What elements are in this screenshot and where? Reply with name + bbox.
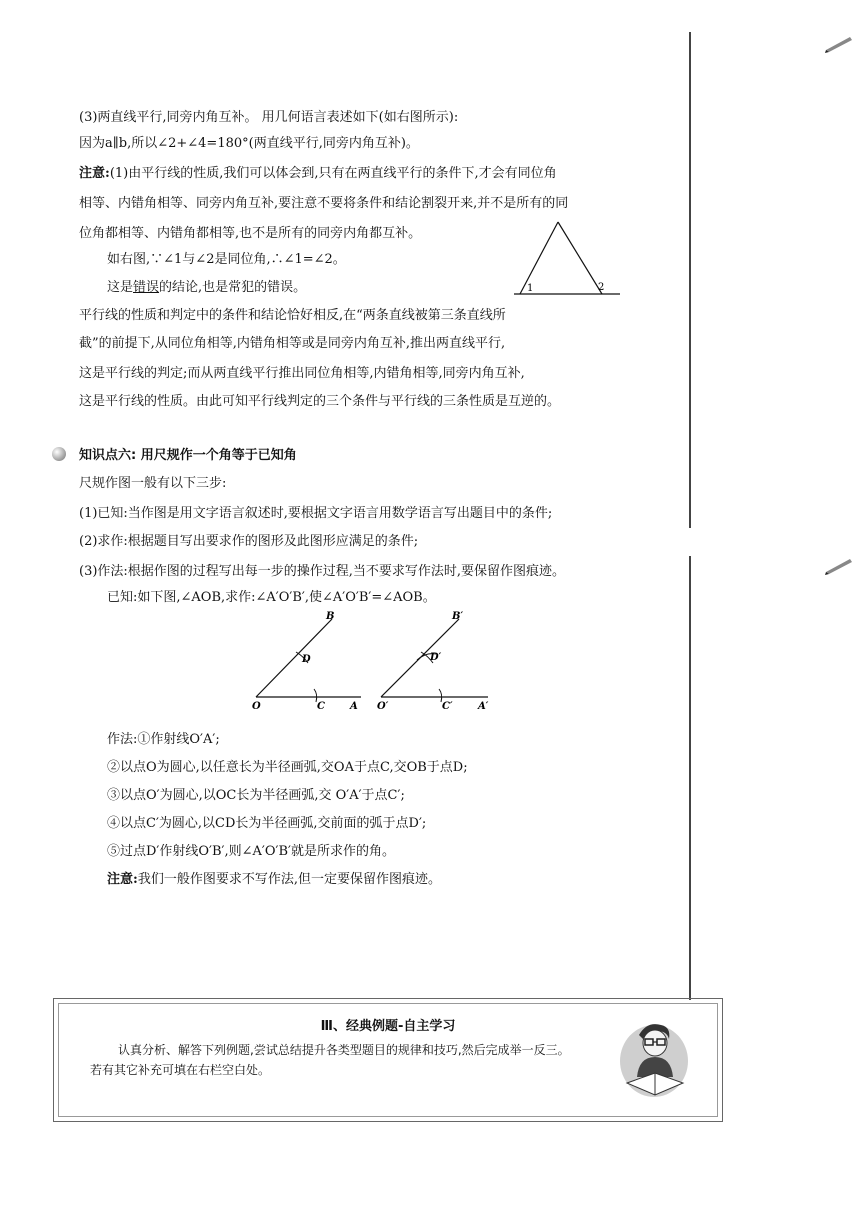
- paragraph-line: (2)求作:根据题目写出要求作的图形及此图形应满足的条件;: [79, 534, 419, 549]
- method-line: ②以点O为圆心,以任意长为半径画弧,交OA于点C,交OB于点D;: [107, 760, 468, 775]
- triangle-right-side: [558, 222, 605, 294]
- box-text-line: 认真分析、解答下列例题,尝试总结提升各类型题目的规律和技巧,然后完成举一反三。: [118, 1043, 570, 1057]
- section-bullet-icon: [52, 447, 66, 461]
- paragraph-line: (3)两直线平行,同旁内角互补。 用几何语言表述如下(如右图所示):: [79, 110, 459, 125]
- underlined-word: 错误: [133, 280, 160, 295]
- paragraph-line: 已知:如下图,∠AOB,求作:∠A′O′B′,使∠A′O′B′=∠AOB。: [107, 590, 436, 605]
- paragraph-line: 截”的前提下,从同位角相等,内错角相等或是同旁内角互补,推出两直线平行,: [79, 336, 506, 351]
- label-B': B′: [452, 611, 464, 622]
- method-line: ③以点O′为圆心,以OC长为半径画弧,交 O′A′于点C′;: [107, 788, 405, 803]
- label-C': C′: [442, 701, 453, 712]
- box-title: Ⅲ、经典例题-自主学习: [320, 1019, 456, 1034]
- paragraph-line: 这是平行线的性质。由此可知平行线判定的三个条件与平行线的三条性质是互逆的。: [79, 394, 561, 409]
- note-label: 注意:: [107, 872, 138, 887]
- note-text: (1)由平行线的性质,我们可以体会到,只有在两直线平行的条件下,才会有同位角: [109, 166, 557, 181]
- method-line: ④以点C′为圆心,以CD长为半径画弧,交前面的弧于点D′;: [107, 816, 427, 831]
- label-D': D′: [430, 652, 442, 663]
- text-run: 这是: [107, 280, 134, 295]
- reading-student-icon: [617, 1017, 691, 1101]
- paragraph-line: 尺规作图一般有以下三步:: [79, 476, 227, 491]
- paragraph-line: (1)已知:当作图是用文字语言叙述时,要根据文字语言用数学语言写出题目中的条件;: [79, 506, 553, 521]
- text-run: 的结论,也是常犯的错误。: [159, 280, 307, 295]
- paragraph-line: 如右图,∵∠1与∠2是同位角,∴∠1=∠2。: [107, 252, 346, 267]
- margin-rule-bottom: [689, 556, 691, 1000]
- note-text: 我们一般作图要求不写作法,但一定要保留作图痕迹。: [137, 872, 441, 887]
- angle-2-label: 2: [598, 282, 605, 293]
- method-line: 作法:①作射线O′A′;: [107, 732, 220, 747]
- margin-rule-top: [689, 32, 691, 528]
- triangle-left-side: [520, 222, 558, 294]
- paragraph-line: 因为a∥b,所以∠2+∠4=180°(两直线平行,同旁内角互补)。: [79, 136, 419, 151]
- angle-1-label: 1: [527, 283, 534, 294]
- label-O': O′: [377, 701, 389, 712]
- pencil-icon: [824, 556, 854, 576]
- paragraph-line: 相等、内错角相等、同旁内角互补,要注意不要将条件和结论割裂开来,并不是所有的同: [79, 196, 569, 211]
- paragraph-line: 这是平行线的判定;而从两直线平行推出同位角相等,内错角相等,同旁内角互补,: [79, 366, 525, 381]
- triangle-figure: [510, 216, 624, 300]
- label-D: D: [302, 654, 311, 665]
- label-A': A′: [478, 701, 489, 712]
- note-line: [79, 164, 557, 184]
- label-B: B: [326, 611, 335, 622]
- label-O: O: [252, 701, 261, 712]
- ray-OB: [256, 619, 332, 697]
- paragraph-line: (3)作法:根据作图的过程写出每一步的操作过程,当不要求写作法时,要保留作图痕迹。: [79, 564, 566, 579]
- example-section-box: [53, 998, 723, 1122]
- note-line: [107, 870, 441, 890]
- angle-construction-figure: [246, 610, 506, 714]
- note-label: 注意:: [79, 166, 110, 181]
- pencil-icon: [824, 34, 854, 54]
- label-C: C: [317, 701, 325, 712]
- method-line: ⑤过点D′作射线O′B′,则∠A′O′B′就是所求作的角。: [107, 844, 395, 859]
- section-title: 知识点六: 用尺规作一个角等于已知角: [79, 448, 297, 463]
- paragraph-line: 位角都相等、内错角都相等,也不是所有的同旁内角都互补。: [79, 226, 422, 241]
- box-text-line: 若有其它补充可填在右栏空白处。: [90, 1063, 271, 1077]
- paragraph-line: [107, 278, 306, 298]
- paragraph-line: 平行线的性质和判定中的条件和结论恰好相反,在“两条直线被第三条直线所: [79, 308, 506, 323]
- label-A: A: [350, 701, 358, 712]
